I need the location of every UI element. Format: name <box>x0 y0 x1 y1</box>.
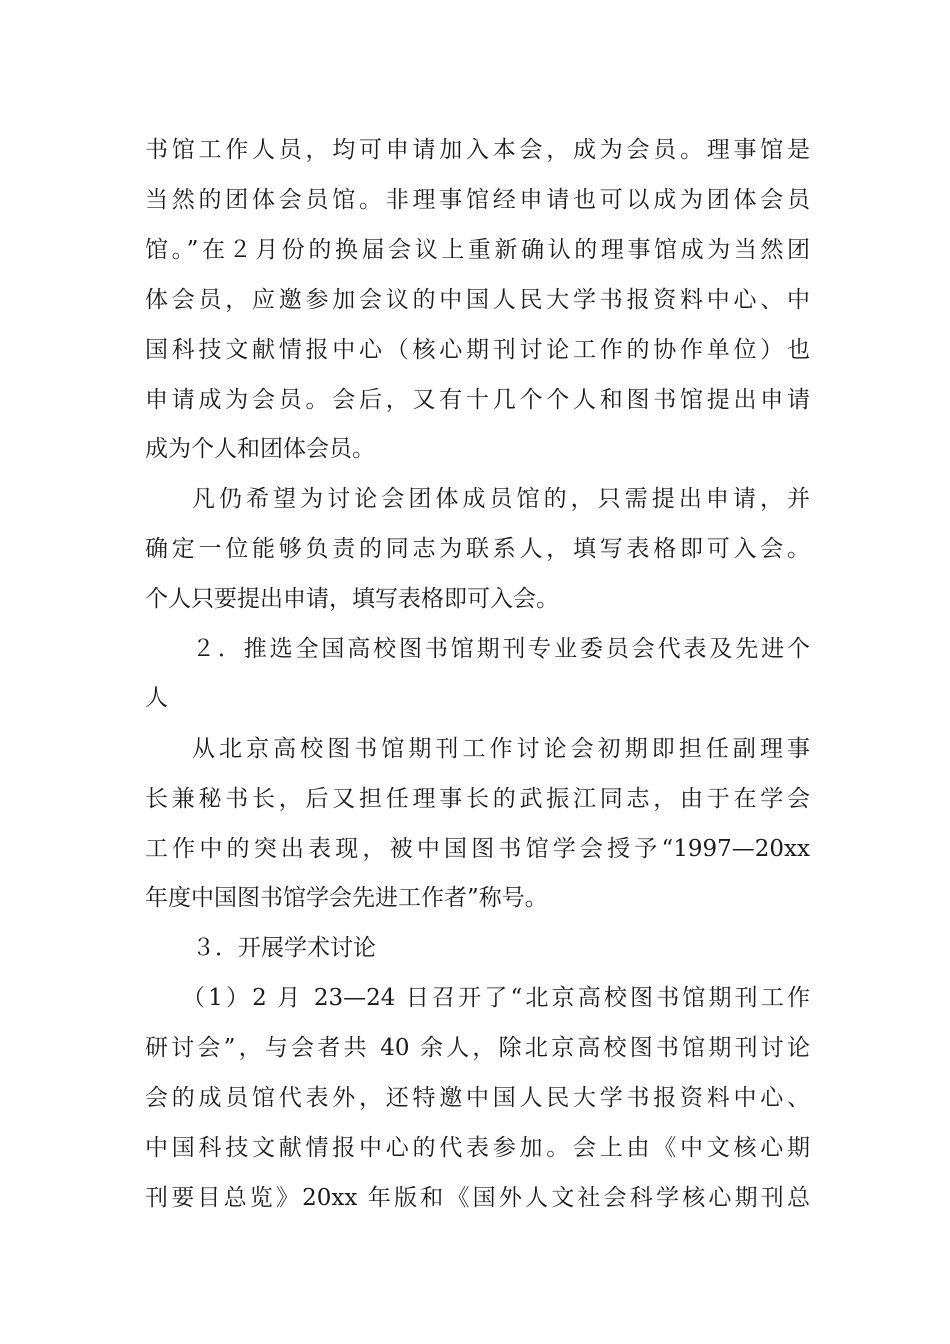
text-line: 年度中国图书馆学会先进工作者”称号。 <box>145 885 548 911</box>
text-line: 个人只要提出申请，填写表格即可入会。 <box>145 586 559 612</box>
text-line: 研讨会”，与会者共 40 余人，除北京高校图书馆期刊讨论 <box>145 1035 810 1061</box>
text-line: 会的成员馆代表外，还特邀中国人民大学书报资料中心、 <box>145 1085 810 1111</box>
text-line: 工作中的突出表现，被中国图书馆学会授予“1997—20xx <box>145 836 810 862</box>
section-heading-continued: 人 <box>145 685 168 711</box>
paragraph-first-line: （1）2 月 23—24 日召开了“北京高校图书馆期刊工作 <box>182 985 810 1011</box>
text-line: 书馆工作人员，均可申请加入本会，成为会员。理事馆是 <box>145 137 810 163</box>
text-line: 国科技文献情报中心（核心期刊讨论工作的协作单位）也 <box>145 337 810 363</box>
paragraph-first-line: 从北京高校图书馆期刊工作讨论会初期即担任副理事 <box>192 736 810 762</box>
paragraph-first-line: 凡仍希望为讨论会团体成员馆的，只需提出申请，并 <box>192 486 810 512</box>
section-heading: ２．推选全国高校图书馆期刊专业委员会代表及先进个 <box>192 636 810 662</box>
text-line: 刊要目总览》20xx 年版和《国外人文社会科学核心期刊总 <box>145 1185 810 1211</box>
text-line: 中国科技文献情报中心的代表参加。会上由《中文核心期 <box>145 1135 810 1161</box>
text-line: 确定一位能够负责的同志为联系人，填写表格即可入会。 <box>145 536 810 562</box>
text-line: 长兼秘书长，后又担任理事长的武振江同志，由于在学会 <box>145 786 810 812</box>
text-line: 成为个人和团体会员。 <box>145 436 375 462</box>
section-heading: ３．开展学术讨论 <box>192 935 376 961</box>
text-line: 体会员，应邀参加会议的中国人民大学书报资料中心、中 <box>145 287 810 313</box>
text-line: 申请成为会员。会后，又有十几个个人和图书馆提出申请 <box>145 387 810 413</box>
text-line: 馆。”在２月份的换届会议上重新确认的理事馆成为当然团 <box>145 237 810 263</box>
text-line: 当然的团体会员馆。非理事馆经申请也可以成为团体会员 <box>145 187 810 213</box>
